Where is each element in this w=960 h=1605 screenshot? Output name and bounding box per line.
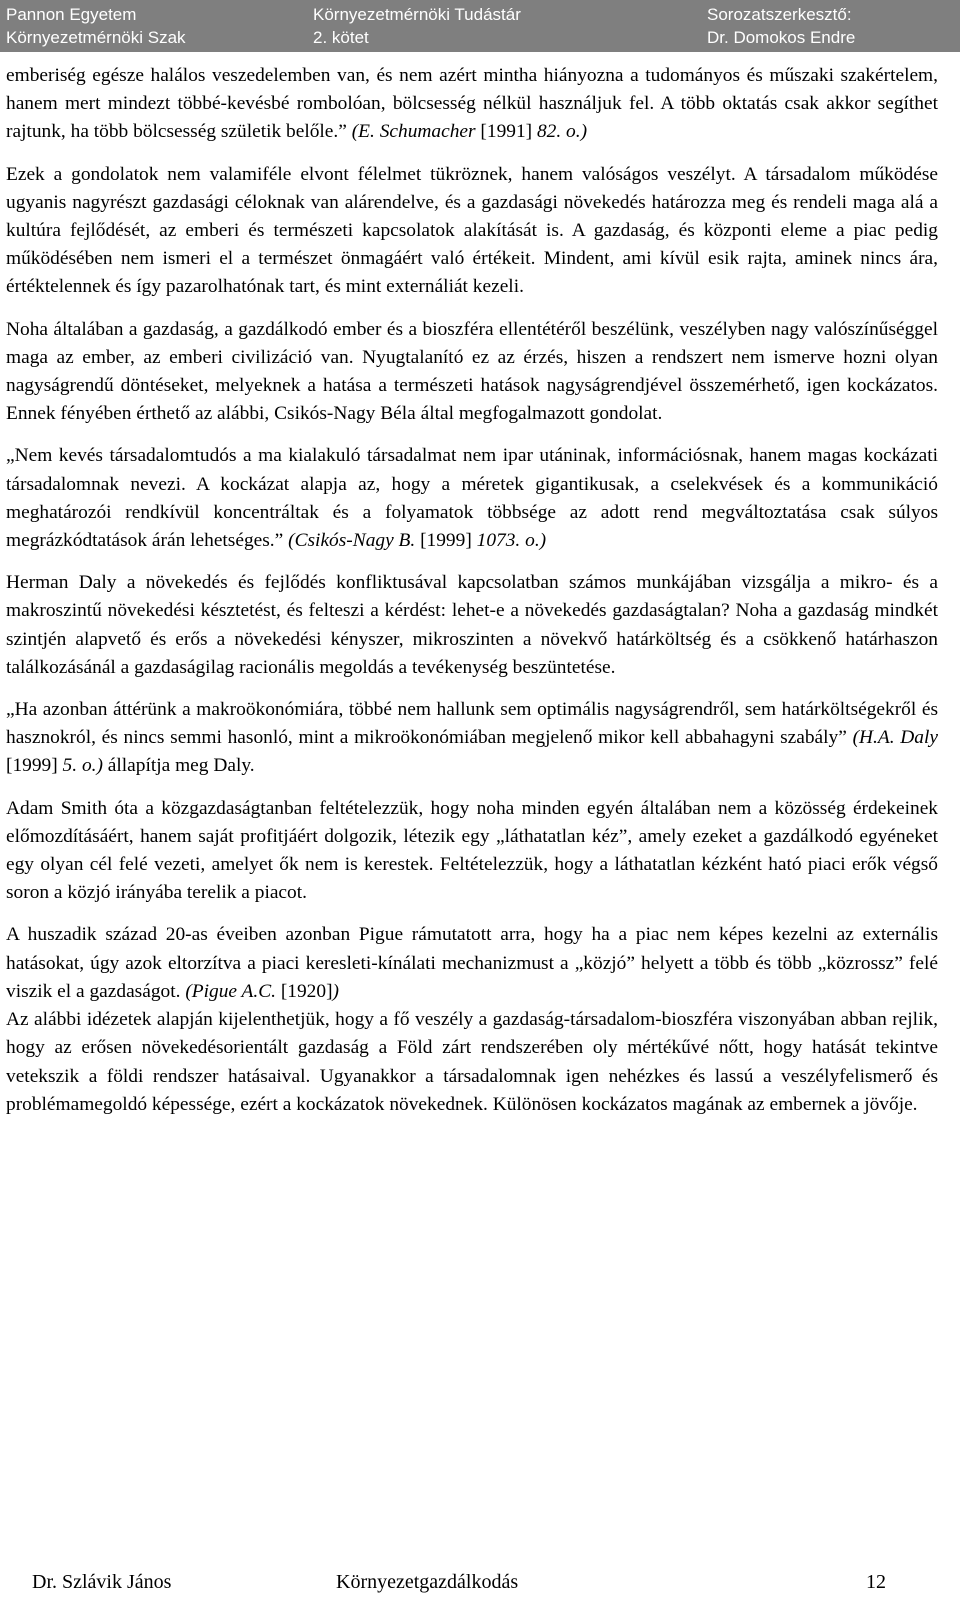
citation-page: 82. o.): [536, 121, 588, 143]
footer-author: Dr. Szlávik János: [32, 1571, 172, 1593]
citation-author: (H.A. Daly: [852, 727, 938, 749]
citation-page: 5. o.): [62, 755, 103, 777]
paragraph-text: A huszadik század 20-as éveiben azonban Pigue rámutatott arra, hogy ha a piac nem képes kezelni az externális hatásokat, úgy azok eltorzítva a piaci keresleti-kínálati mechanizmust a „közjó” helyett a több és több „közrossz” felé viszik el a gazdaságot.: [6, 924, 938, 1002]
header-editor: [707, 3, 855, 49]
quote-text: „Nem kevés társadalomtudós a ma kialakuló társadalmat nem ipar utáninak, információsnak, hanem magas kockázati társadalomnak nevezi. A kockázat alapja az, hogy a méretek gigantikusak, a cselekvések és a kommunikáció meghatározói rendkívül koncentráltak és a folyamatok többsége az adott rend megváltoztatása csak súlyos megrázkódtatások árán lehetséges.”: [6, 445, 938, 552]
paragraph-csikos-nagy-quote: [6, 442, 938, 555]
document-body: [6, 62, 938, 1119]
citation-author: (Pigue A.C.: [185, 980, 276, 1002]
citation-author: (E. Schumacher: [351, 121, 476, 143]
citation-author: (Csikós-Nagy B.: [288, 530, 416, 552]
citation-year: [1999]: [6, 755, 63, 777]
page-number: 12: [866, 1571, 886, 1593]
footer-title: Környezetgazdálkodás: [336, 1571, 519, 1593]
citation-close: ): [332, 980, 339, 1002]
header-university: Pannon Egyetem: [6, 5, 137, 24]
quote-text: emberiség egésze halálos veszedelemben van, és nem azért mintha hiányozna a tudományos és műszaki szakértelem, hanem mert mindezt többé-kevésbé rombolóan, bölcsesség nélkül használjuk fel. A több oktatás csak akkor segíthet rajtunk, ha több bölcsesség születik belőle.”: [6, 65, 938, 143]
paragraph: Az alábbi idézetek alapján kijelenthetjük, hogy a fő veszély a gazdaság-társadalom-bioszféra viszonyában abban rejlik, hogy az erősen növekedésorientált gazdaság a Föld zárt rendszerében oly mértékűvé nőtt, hogy hatását tekintve vetekszik a földi rendszer hatásaival. Ugyanakkor a társadalomnak igen nehézkes és lassú a veszélyfelismerő és problémamegoldó képessége, ezért a kockázatok növekednek. Különösen kockázatos magának az embernek a jövője.: [6, 1009, 938, 1115]
citation-year: [1999]: [415, 530, 477, 552]
header-series: [313, 3, 521, 49]
page-footer: [0, 1568, 960, 1598]
paragraph-daly-quote: [6, 696, 938, 781]
citation-year: [1920]: [275, 980, 333, 1002]
header-institution: [6, 3, 186, 49]
quote-text: „Ha azonban áttérünk a makroökonómiára, többé nem hallunk sem optimális nagyságrendről, sem határköltségekről és hasznokról, és nincs semmi hasonló, mint a mikroökonómiában megjelenő mikor kell abbahagyni szabály”: [6, 699, 938, 749]
paragraph-pigue: [6, 921, 938, 1006]
header-program: Környezetmérnöki Szak: [6, 28, 186, 47]
header-series-title: Környezetmérnöki Tudástár: [313, 5, 521, 24]
citation-year: [1991]: [475, 121, 537, 143]
header-editor-label: Sorozatszerkesztő:: [707, 5, 852, 24]
paragraph: Ezek a gondolatok nem valamiféle elvont félelmet tükröznek, hanem valóságos veszélyt. A társadalom működése ugyanis nagyrészt gazdasági céloknak van alárendelve, és a gazdasági növekedés határozza meg és rendeli maga alá a kultúra fejlődését, az emberi és természeti kapcsolatok alakítását is. A gazdaság, és központi eleme a piac pedig működésében nem ismeri el a természet önmagáért való értékeit. Mindent, ami kívül esik rajta, aminek nincs ára, értéktelennek és így pazarolhatónak tart, és mint externáliát kezeli.: [6, 163, 938, 298]
page-header: [0, 0, 960, 52]
paragraph: Herman Daly a növekedés és fejlődés konfliktusával kapcsolatban számos munkájában vizsgálja a mikro- és a makroszintű növekedési késztetést, és felteszi a kérdést: lehet-e a növekedés gazdaságtalan? Noha a gazdaság mindkét szintjén alapvető és erős a növekedési kényszer, mikroszinten a növekvő határköltség és a csökkenő határhaszon találkozásánál a gazdaságilag racionális megoldás a tevékenység beszüntetése.: [6, 572, 938, 678]
header-volume: 2. kötet: [313, 28, 369, 47]
paragraph-schumacher-quote: [6, 62, 938, 147]
quote-attribution: állapítja meg Daly.: [102, 755, 255, 777]
header-editor-name: Dr. Domokos Endre: [707, 28, 856, 47]
paragraph: Adam Smith óta a közgazdaságtanban feltételezzük, hogy noha minden egyén általában nem a közösség érdekeinek előmozdításáért, hanem saját profitjáért dolgozik, létezik egy „láthatatlan kéz”, amely ezeket a gazdálkodó egyéneket egy olyan cél felé vezeti, amelyet ők nem is kerestek. Feltételezzük, hogy a láthatatlan kézként ható piaci erők végső soron a közjó irányába terelik a piacot.: [6, 797, 938, 904]
paragraph: Noha általában a gazdaság, a gazdálkodó ember és a bioszféra ellentétéről beszélünk, veszélyben nagy valószínűséggel maga az ember, az emberi civilizáció van. Nyugtalanító ez az érzés, hiszen a rendszert nem ismerve hozni olyan nagyságrendű döntéseket, melyeknek a hatása a természeti hatások nagyságrendjével összemérhető, igen kockázatos. Ennek fényében érthető az alábbi, Csikós-Nagy Béla által megfogalmazott gondolat.: [6, 318, 938, 425]
citation-page: 1073. o.): [476, 530, 547, 552]
